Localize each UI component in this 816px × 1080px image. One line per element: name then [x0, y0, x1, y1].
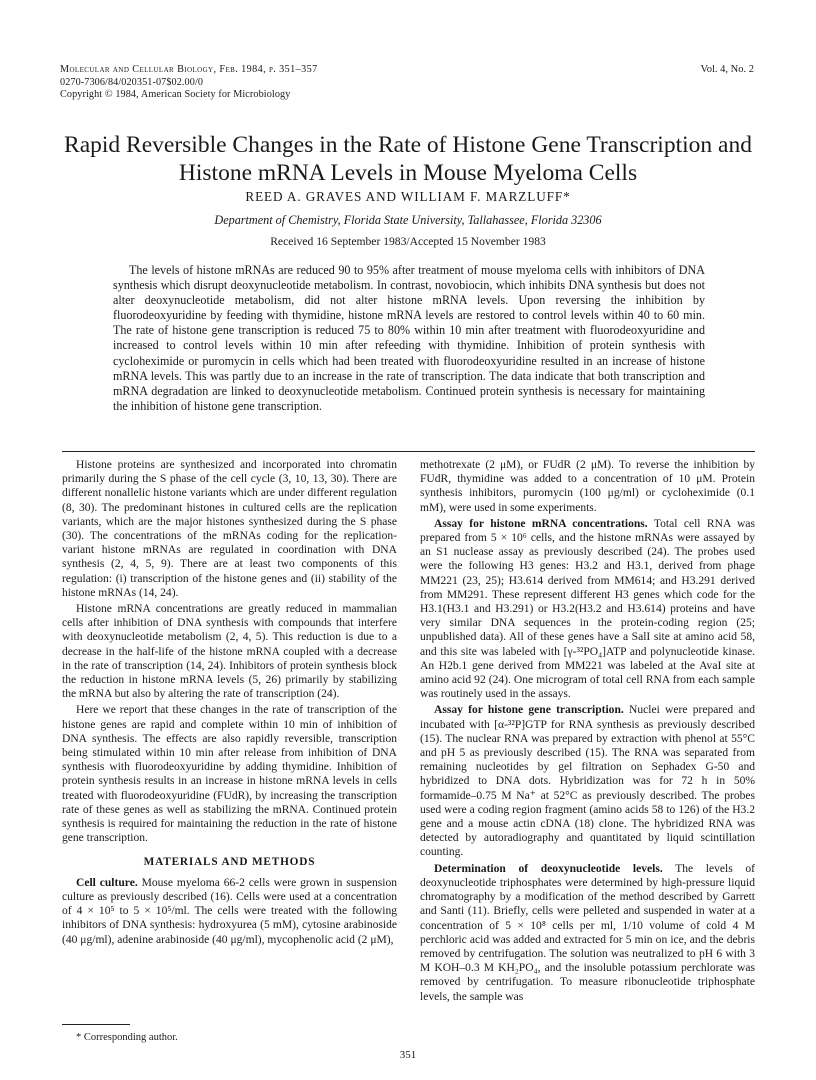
journal-header [60, 64, 620, 102]
abstract-divider [62, 451, 755, 452]
mrna-assay-paragraph [420, 517, 755, 702]
cell-culture-text: Mouse myeloma 66-2 cells were grown in suspension culture as previously described (16). Cells were used at a concentration of 4 × 10⁵ to 5 × 10⁵/ml. The cells were treated with the following inhibitors of DNA synthesis: hydroxyurea (5 mM), cytosine arabinoside (40 μg/ml), adenine arabinoside (40 μg/ml), mycophenolic acid (2 μM), [62, 876, 397, 946]
deoxynucleotide-heading: Determination of deoxynucleotide levels. [434, 862, 663, 875]
article-title: Rapid Reversible Changes in the Rate of Histone Gene Transcription and Histone mRNA Levels in Mouse Myeloma Cells [64, 132, 752, 186]
received-dates: Received 16 September 1983/Accepted 15 November 1983 [270, 235, 546, 248]
intro-paragraph-3: Here we report that these changes in the rate of transcription of the histone genes are rapid and complete within 10 min of inhibition of DNA synthesis. The effects are also rapidly reversible, transcription being stimulated within 10 min after release from inhibition of DNA synthesis with fluorodeoxyuridine by adding thymidine. Inhibition of protein synthesis results in an increase in histone mRNA levels in cells treated with fluorodeoxyuridine (FUdR), by increasing the transcription rate of these genes as well as stabilizing the mRNA. Continued protein synthesis is required for maintaining the reduction in the rate of histone gene transcription. [62, 704, 397, 845]
cell-culture-paragraph [62, 876, 397, 947]
journal-citation: Molecular and Cellular Biology, Feb. 1984, p. 351–357 [60, 64, 318, 75]
corresponding-author-footnote: * Corresponding author. [76, 1032, 178, 1043]
transcription-assay-text: Nuclei were prepared and incubated with [α-³²P]GTP for RNA synthesis as previously described (15). The nuclear RNA was prepared by extraction with phenol at 55°C and pH 5 as previously described (15). The RNA was separated from remaining nucleotides by gel filtration on Sephadex G-50 and hybridized to DNA dots. Hybridization was for 72 h in 50% formamide–0.75 M Na⁺ at 52°C as previously described. The probes used were a coding region fragment (amino acids 58 to 126) of the H3.2 gene and a mouse actin cDNA (18) clone. The hybridized RNA was detected by autoradiography and quantitated by liquid scintillation counting. [420, 704, 755, 859]
copyright-notice: Copyright © 1984, American Society for Microbiology [60, 89, 291, 101]
mrna-assay-text: Total cell RNA was prepared from 5 × 10⁶ cells, and the histone mRNAs were assayed by an S1 nuclease assay as previously described (24). The probes used were the following H3 genes: H3.2 and H3.1, derived from phage MM221 (23, 25); H3.614 derived from MM614; and H3.291 derived from MM291. These represent different H3 genes which code for the H3.1(H3.1 and H3.291) or H3.2(H3.2 and H3.614) proteins and have very similar DNA sequences in the protein-coding region (25; unpublished data). All of these genes have a SalI site at amino acid 58, and this site was labeled with [γ-³²PO₄]ATP and polynucleotide kinase. An H2b.1 gene derived from MM221 was labeled at the AvaI site at amino acid 92 (24). One microgram of total cell RNA from each sample was routinely used in the assays. [420, 517, 756, 701]
transcription-assay-paragraph [420, 703, 755, 859]
right-column [420, 458, 755, 1004]
cell-culture-heading: Cell culture. [76, 876, 138, 889]
mrna-assay-heading: Assay for histone mRNA concentrations. [434, 517, 648, 530]
transcription-assay-heading: Assay for histone gene transcription. [434, 704, 624, 717]
page-number: 351 [399, 1049, 417, 1061]
article-code: 0270-7306/84/020351-07$02.00/0 [60, 76, 204, 88]
deoxynucleotide-paragraph [420, 862, 755, 1004]
continued-paragraph: methotrexate (2 μM), or FUdR (2 μM). To reverse the inhibition by FUdR, thymidine was added to a concentration of 10 μM. Protein synthesis inhibitors, puromycin (100 μg/ml) or cycloheximide (0.1 mM), were used in some experiments. [420, 459, 755, 514]
author-affiliation: Department of Chemistry, Florida State University, Tallahassee, Florida 32306 [214, 213, 602, 227]
volume-issue: Vol. 4, No. 2 [700, 64, 754, 75]
author-list: REED A. GRAVES AND WILLIAM F. MARZLUFF* [245, 189, 571, 204]
section-heading-methods: MATERIALS AND METHODS [143, 856, 316, 869]
deoxynucleotide-text: The levels of deoxynucleotide triphosphates were determined by high-pressure liquid chromatography by a modification of the method described by Garrett and Santi (11). Briefly, cells were pelleted and suspended in water at a concentration of 5 × 10⁸ cells per ml, 1/10 volume of cold 4 M perchloric acid was added and extracted for 5 min on ice, and the debris removed by centrifugation. The solution was neutralized to pH 6 with 3 M KOH–0.3 M KH₂PO₄, and the insoluble potassium perchlorate was removed by centrifugation. To measure ribonucleotide triphosphate levels, the sample was [420, 862, 755, 1003]
abstract: The levels of histone mRNAs are reduced 90 to 95% after treatment of mouse myeloma cells with inhibitors of DNA synthesis which disrupt deoxynucleotide metabolism. In contrast, novobiocin, which inhibits DNA synthesis but does not alter deoxynucleotide metabolism, did not alter histone mRNA levels. Upon reversing the inhibition by fluorodeoxyuridine by feeding with thymidine, histone mRNA levels are restored to control levels within 40 to 60 min. The rate of histone gene transcription is reduced 75 to 80% within 10 min after treatment with fluorodeoxyuridine and increased to control levels within 10 min after refeeding with thymidine. Inhibition of protein synthesis with cycloheximide or puromycin in cells which had been treated with fluorodeoxyuridine resulted in an increase of histone mRNA levels. This was partly due to an increase in the rate of transcription. The data indicate that both transcription and mRNA degradation are linked to deoxynucleotide metabolism. Continued protein synthesis is necessary for maintaining the inhibition of histone gene transcription. [113, 263, 705, 413]
footnote-divider [62, 1024, 130, 1025]
intro-paragraph-1: Histone proteins are synthesized and incorporated into chromatin primarily during the S phase of the cell cycle (3, 10, 13, 30). There are different nonallelic histone variants which are under different regulation (8, 30). The predominant histones in cultured cells are the replication variants, which are the major histones synthesized during the S phase (30). The concentrations of the mRNAs coding for the replication-variant histone mRNAs are regulated in coordination with DNA synthesis (2, 4, 5, 9). There are at least two components of this regulation: (i) transcription of the histone genes and (ii) stability of the histone mRNAs (14, 24). [62, 459, 397, 599]
left-column [62, 458, 397, 947]
intro-paragraph-2: Histone mRNA concentrations are greatly reduced in mammalian cells after inhibition of DNA synthesis with compounds that interfere with deoxynucleotide metabolism (2, 4, 5). This reduction is due to a decrease in the half-life of the histone mRNA coupled with a decrease in the rate of transcription (14, 24). Inhibitors of protein synthesis block the reduction in histone mRNA levels (5, 26) primarily by stabilizing the mRNA but also by altering the rate of transcription (24). [62, 603, 397, 701]
